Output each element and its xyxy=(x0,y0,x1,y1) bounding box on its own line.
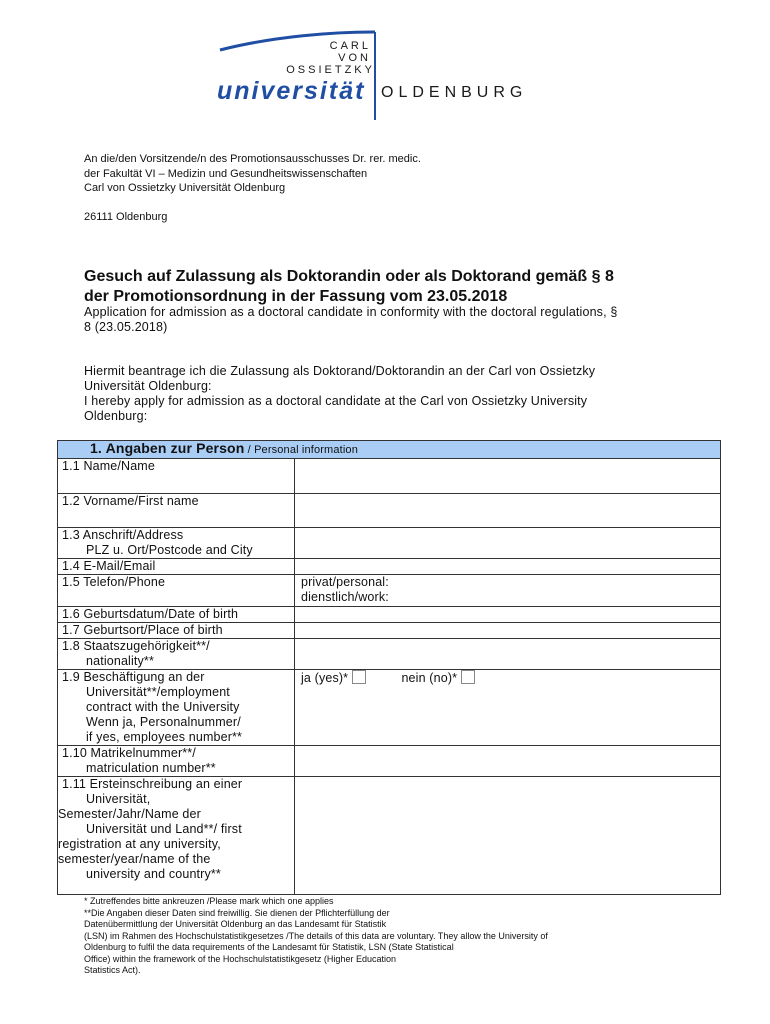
document-title xyxy=(84,267,704,307)
section-number: 1. xyxy=(90,440,102,456)
logo-text-von: VON xyxy=(338,52,371,64)
label-first-registration xyxy=(58,777,295,895)
footnotes xyxy=(84,896,684,977)
input-nationality[interactable] xyxy=(295,639,721,670)
footnote-line: Datenübermittlung der Universität Oldenburg an das Landesamt für Statistik xyxy=(84,919,387,929)
row-birth-date xyxy=(58,607,721,623)
label-registration-line: 1.11 Ersteinschreibung an einer xyxy=(62,777,243,791)
label-first-name: 1.2 Vorname/First name xyxy=(58,494,295,528)
intro-paragraph xyxy=(84,364,684,424)
phone-work-label: dienstlich/work: xyxy=(301,590,389,604)
footnote-line: Office) within the framework of the Hochschulstatistikgesetz (Higher Education xyxy=(84,953,396,964)
phone-private-label: privat/personal: xyxy=(301,575,389,589)
input-name[interactable] xyxy=(295,459,721,494)
label-matriculation-line: matriculation number** xyxy=(86,761,216,775)
label-nationality-line: nationality** xyxy=(86,654,154,668)
address-line: Carl von Ossietzky Universität Oldenburg xyxy=(84,182,286,194)
section-header xyxy=(58,441,721,459)
university-logo xyxy=(215,28,545,123)
title-line: Gesuch auf Zulassung als Doktorandin oder als Doktorand gemäß § 8 xyxy=(84,268,614,285)
footnote-line: (LSN) im Rahmen des Hochschulstatistikgesetzes /The details of this data are voluntary. They allow the University of xyxy=(84,930,548,941)
label-employment xyxy=(58,670,295,746)
row-first-name xyxy=(58,494,721,528)
label-employment-line: if yes, employees number** xyxy=(86,730,243,744)
row-address xyxy=(58,528,721,559)
input-first-name[interactable] xyxy=(295,494,721,528)
label-registration-line: registration at any university, xyxy=(58,837,221,851)
footnote-line: * Zutreffendes bitte ankreuzen /Please mark which one applies xyxy=(84,896,334,906)
label-employment-line: contract with the University xyxy=(86,700,240,714)
checkbox-no[interactable] xyxy=(461,670,475,684)
label-matriculation xyxy=(58,746,295,777)
logo-wordmark: universität xyxy=(217,77,366,105)
input-address[interactable] xyxy=(295,528,721,559)
label-matriculation-line: 1.10 Matrikelnummer**/ xyxy=(62,746,196,760)
label-address-line: PLZ u. Ort/Postcode and City xyxy=(86,543,253,557)
intro-line: Hiermit beantrage ich die Zulassung als Doktorand/Doktorandin an der Carl von Ossietzky xyxy=(84,364,596,378)
option-no-label: nein (no)* xyxy=(401,671,458,685)
input-birth-place[interactable] xyxy=(295,623,721,639)
row-name xyxy=(58,459,721,494)
label-nationality-line: 1.8 Staatszugehörigkeit**/ xyxy=(62,639,210,653)
address-city: 26111 Oldenburg xyxy=(84,211,168,223)
row-phone xyxy=(58,575,721,607)
row-email xyxy=(58,559,721,575)
label-employment-line: 1.9 Beschäftigung an der xyxy=(62,670,205,684)
section-subtitle: / Personal information xyxy=(244,444,358,456)
label-employment-line: Universität**/employment xyxy=(86,685,230,699)
logo-text-carl: CARL xyxy=(329,40,371,52)
section-title: Angaben zur Person xyxy=(105,440,245,456)
label-phone: 1.5 Telefon/Phone xyxy=(58,575,295,607)
label-registration-line: Universität und Land**/ first xyxy=(86,822,242,836)
label-address xyxy=(58,528,295,559)
checkbox-yes[interactable] xyxy=(352,670,366,684)
input-email[interactable] xyxy=(295,559,721,575)
label-birth-place: 1.7 Geburtsort/Place of birth xyxy=(58,623,295,639)
address-line: der Fakultät VI – Medizin und Gesundheitswissenschaften xyxy=(84,167,368,180)
input-birth-date[interactable] xyxy=(295,607,721,623)
label-nationality xyxy=(58,639,295,670)
label-registration-line: Semester/Jahr/Name der xyxy=(58,807,201,821)
input-matriculation[interactable] xyxy=(295,746,721,777)
label-registration-line: semester/year/name of the xyxy=(58,852,211,866)
footnote-line: Statistics Act). xyxy=(84,965,141,975)
subtitle-line: Application for admission as a doctoral candidate in conformity with the doctoral regulations, § xyxy=(84,305,618,319)
personal-info-table xyxy=(57,440,721,895)
row-first-registration xyxy=(58,777,721,895)
subtitle-line: 8 (23.05.2018) xyxy=(84,320,168,334)
logo-text-ossietzky: OSSIETZKY xyxy=(286,64,375,76)
recipient-address xyxy=(84,152,421,196)
row-nationality xyxy=(58,639,721,670)
label-registration-line: Universität, xyxy=(86,792,151,806)
label-address-line: 1.3 Anschrift/Address xyxy=(62,528,184,542)
document-subtitle xyxy=(84,305,684,335)
label-employment-line: Wenn ja, Personalnummer/ xyxy=(86,715,241,729)
title-line: der Promotionsordnung in der Fassung vom 23.05.2018 xyxy=(84,288,508,305)
footnote-line: Oldenburg to fulfil the data requirements of the Landesamt für Statistik, LSN (State Statistical xyxy=(84,942,454,952)
row-employment xyxy=(58,670,721,746)
label-registration-line: university and country** xyxy=(86,867,221,881)
row-birth-place xyxy=(58,623,721,639)
input-first-registration[interactable] xyxy=(295,777,721,895)
intro-line: Universität Oldenburg: xyxy=(84,379,212,393)
footnote-line: **Die Angaben dieser Daten sind freiwillig. Sie dienen der Pflichterfüllung der xyxy=(84,907,390,918)
label-birth-date: 1.6 Geburtsdatum/Date of birth xyxy=(58,607,295,623)
option-yes-label: ja (yes)* xyxy=(301,671,349,685)
logo-text-oldenburg: OLDENBURG xyxy=(381,84,528,101)
input-phone[interactable] xyxy=(295,575,721,607)
label-name: 1.1 Name/Name xyxy=(58,459,295,494)
label-email: 1.4 E-Mail/Email xyxy=(58,559,295,575)
address-line: An die/den Vorsitzende/n des Promotionsausschusses Dr. rer. medic. xyxy=(84,153,421,165)
intro-line: Oldenburg: xyxy=(84,409,148,423)
row-matriculation xyxy=(58,746,721,777)
employment-options xyxy=(295,670,721,746)
intro-line: I hereby apply for admission as a doctoral candidate at the Carl von Ossietzky University xyxy=(84,394,588,408)
